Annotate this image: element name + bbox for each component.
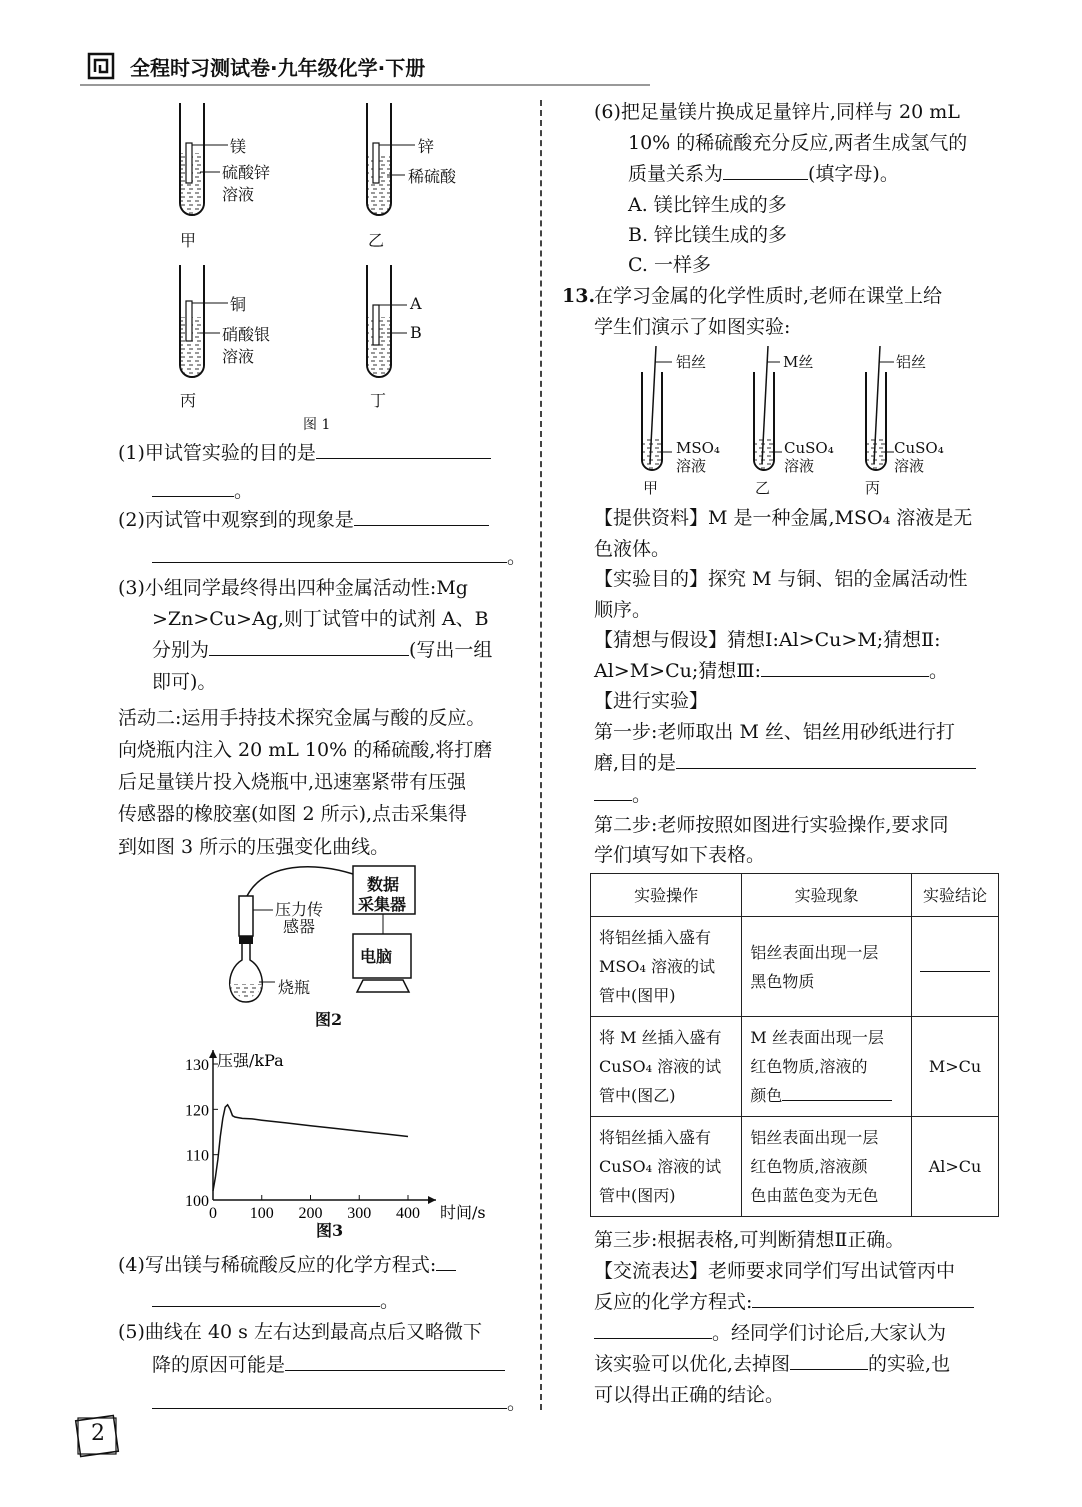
- tube-jia-label-2: 硫酸锌: [222, 163, 271, 182]
- x-tick-label: 200: [298, 1205, 323, 1222]
- q13-hyp-2: [594, 656, 948, 686]
- q4-text: (4)写出镁与稀硫酸反应的化学方程式:: [118, 1254, 437, 1276]
- q13-hyp-blank[interactable]: [761, 675, 929, 677]
- q1-blank-2[interactable]: [152, 495, 234, 497]
- q13-info-2: 色液体。: [594, 538, 671, 560]
- q2-blank-2[interactable]: [152, 561, 507, 563]
- table-row: [591, 1117, 999, 1217]
- y-tick-label: 120: [185, 1102, 209, 1120]
- table-row: [591, 1017, 999, 1117]
- q6-option-b[interactable]: B. 锌比镁生成的多: [628, 224, 788, 246]
- table-header-con: 实验结论: [912, 874, 999, 917]
- fig2-sensor-label-2: 感器: [283, 917, 316, 936]
- x-tick-label: 300: [347, 1205, 372, 1222]
- cell-line: 铝丝表面出现一层: [750, 942, 879, 962]
- q13-purpose-2: 顺序。: [594, 599, 652, 621]
- q13-yi-name: 乙: [755, 479, 771, 497]
- table-cell-op: [591, 1117, 742, 1217]
- fig2-flask-label: 烧瓶: [278, 978, 311, 997]
- q4-line: [118, 1250, 456, 1280]
- q4-blank-1[interactable]: [436, 1269, 456, 1271]
- q2-line-2: [152, 542, 526, 572]
- q4-line-2: [152, 1286, 399, 1316]
- q3-line-3: [152, 635, 492, 665]
- q13-exch-blank-3[interactable]: [790, 1368, 868, 1370]
- fig2-collector-label-1: 数据: [367, 875, 400, 894]
- y-tick-label: 130: [185, 1057, 209, 1074]
- cell-line: MSO₄ 溶液的试: [599, 957, 715, 976]
- x-tick-label: 100: [249, 1205, 274, 1222]
- table-cell-con: M>Cu: [912, 1017, 999, 1117]
- pressure-chart: [175, 1040, 486, 1240]
- q1-text: (1)甲试管实验的目的是: [118, 442, 316, 464]
- q13-tube-yi: [754, 346, 782, 470]
- q5-line-2-text: 降的原因可能是: [152, 1354, 286, 1376]
- table-obs-blank[interactable]: [782, 1099, 892, 1101]
- x-tick-label: 0: [209, 1205, 217, 1222]
- figure-3-caption: 图3: [316, 1221, 344, 1240]
- q13-jia-sol-2: 溶液: [676, 457, 707, 475]
- header-title: 全程时习测试卷·九年级化学·下册: [130, 56, 426, 80]
- q13-exch-3: [594, 1318, 946, 1348]
- q2-line: [118, 505, 489, 535]
- q13-exch-blank-1[interactable]: [752, 1306, 974, 1308]
- y-tick-label: 110: [185, 1147, 209, 1165]
- q13-result-table: [590, 873, 999, 1217]
- cell-line: CuSO₄ 溶液的试: [599, 1057, 722, 1076]
- q6-option-a[interactable]: A. 镁比锌生成的多: [628, 194, 787, 216]
- table-cell-con: [912, 917, 999, 1017]
- x-axis-title: 时间/s: [440, 1203, 486, 1222]
- q6-option-c[interactable]: C. 一样多: [628, 254, 711, 276]
- cell-line: CuSO₄ 溶液的试: [599, 1157, 722, 1176]
- fig2-sensor-label-1: 压力传: [275, 900, 324, 919]
- q13-step1-end: 。: [632, 784, 652, 806]
- table-cell-op: [591, 1017, 742, 1117]
- tube-ding-name: 丁: [370, 391, 387, 410]
- q1-end: 。: [234, 480, 254, 502]
- table-cell-obs: [742, 917, 912, 1017]
- cell-line: 黑色物质: [750, 971, 815, 991]
- q13-bing-sol-2: 溶液: [894, 457, 925, 475]
- activity2-line-3: 后足量镁片投入烧瓶中,迅速塞紧带有压强: [118, 771, 467, 793]
- tube-jia: [180, 103, 228, 215]
- q3-line-3a: 分别为: [152, 639, 210, 661]
- q6-line-3b: (填字母)。: [808, 163, 899, 185]
- q13-exch-2: [594, 1287, 974, 1317]
- q13-hyp-2-text: Al>M>Cu;猜想Ⅲ:: [594, 660, 761, 682]
- q6-line-3: [628, 159, 899, 189]
- tube-ding-label-a: A: [410, 294, 422, 313]
- q4-end: 。: [380, 1290, 400, 1312]
- y-axis-title: 压强/kPa: [217, 1051, 284, 1070]
- q13-yi-sol-2: 溶液: [784, 457, 815, 475]
- q5-blank-1[interactable]: [285, 1369, 505, 1371]
- q6-blank[interactable]: [723, 178, 808, 180]
- q13-intro-2: 学生们演示了如图实验:: [594, 316, 791, 338]
- q13-step1-1: 第一步:老师取出 M 丝、铝丝用砂纸进行打: [594, 721, 955, 743]
- q13-exp-title: 【进行实验】: [594, 690, 709, 712]
- cell-line: 管中(图甲): [599, 986, 676, 1005]
- activity2-line-5: 到如图 3 所示的压强变化曲线。: [118, 836, 390, 858]
- q6-line-3a: 质量关系为: [628, 163, 724, 185]
- cell-line: 红色物质,溶液的: [750, 1057, 868, 1076]
- q6-line-2: 10% 的稀硫酸充分反应,两者生成氢气的: [628, 132, 968, 154]
- fig2-computer-label: 电脑: [360, 947, 393, 966]
- q3-line-2: >Zn>Cu>Ag,则丁试管中的试剂 A、B: [152, 608, 489, 630]
- q2-blank-1[interactable]: [354, 524, 489, 526]
- column-divider: [540, 100, 542, 1410]
- q3-line-3b: (写出一组: [409, 639, 493, 661]
- q13-exch-1: 【交流表达】老师要求同学们写出试管丙中: [594, 1260, 956, 1282]
- q13-step3: 第三步:根据表格,可判断猜想Ⅱ正确。: [594, 1229, 905, 1251]
- table-cell-obs: [742, 1017, 912, 1117]
- cell-line: 管中(图丙): [599, 1186, 676, 1205]
- q6-line-1: (6)把足量镁片换成足量锌片,同样与 20 mL: [594, 101, 960, 123]
- tube-bing-label-2: 硝酸银: [222, 325, 271, 344]
- table-row: [591, 917, 999, 1017]
- q2-text: (2)丙试管中观察到的现象是: [118, 509, 354, 531]
- q13-bing-wire: 铝丝: [896, 353, 927, 371]
- table-cell-con: Al>Cu: [912, 1117, 999, 1217]
- figure-1: [170, 95, 490, 415]
- cell-line: 管中(图乙): [599, 1086, 676, 1105]
- page-number: 2: [91, 1421, 105, 1446]
- q13-yi-wire: M丝: [783, 353, 814, 371]
- cell-line: [750, 1081, 903, 1110]
- q5-line-2: [152, 1350, 505, 1380]
- header-logo: [87, 52, 115, 80]
- cell-line: 色由蓝色变为无色: [750, 1186, 879, 1205]
- activity2-line-4: 传感器的橡胶塞(如图 2 所示),点击采集得: [118, 803, 468, 825]
- q5-line-3: [152, 1388, 526, 1418]
- q13-bing-name: 丙: [865, 479, 881, 497]
- q5-line-1: (5)曲线在 40 s 左右达到最高点后又略微下: [118, 1321, 482, 1343]
- tube-jia-label-3: 溶液: [222, 185, 255, 204]
- q3-blank[interactable]: [209, 654, 409, 656]
- x-axis-arrow: [428, 1196, 436, 1204]
- q13-exch-3-text: 。经同学们讨论后,大家认为: [712, 1322, 947, 1344]
- q13-exch-4: [594, 1349, 950, 1379]
- y-axis-arrow: [209, 1050, 217, 1058]
- q4-blank-2[interactable]: [152, 1305, 380, 1307]
- tube-yi-label-2: 稀硫酸: [408, 167, 457, 186]
- q13-tube-jia: [642, 346, 672, 470]
- q1-blank-1[interactable]: [316, 457, 491, 459]
- q13-exch-2-text: 反应的化学方程式:: [594, 1291, 753, 1313]
- q1-line-2: [152, 476, 253, 506]
- tube-bing-label-3: 溶液: [222, 347, 255, 366]
- table-cell-obs: [742, 1117, 912, 1217]
- q13-hyp-2-end: 。: [929, 660, 949, 682]
- q13-purpose-1: 【实验目的】探究 M 与铜、铝的金属活动性: [594, 568, 968, 590]
- q13-tube-bing: [866, 346, 894, 470]
- activity2-line-1: 活动二:运用手持技术探究金属与酸的反应。: [118, 707, 486, 729]
- tube-jia-name: 甲: [180, 231, 197, 250]
- q13-hyp-1: 【猜想与假设】猜想Ⅰ:Al>Cu>M;猜想Ⅱ:: [594, 629, 941, 651]
- table-cell-op: [591, 917, 742, 1017]
- tube-yi: [367, 103, 415, 215]
- q13-step1-3: [594, 780, 651, 810]
- q13-exch-blank-2[interactable]: [594, 1337, 712, 1339]
- q13-step2-1: 第二步:老师按照如图进行实验操作,要求同: [594, 814, 949, 836]
- cell-line: 将铝丝插入盛有: [599, 928, 712, 947]
- q13-info-1: 【提供资料】M 是一种金属,MSO₄ 溶液是无: [594, 507, 973, 529]
- table-header-obs: 实验现象: [742, 874, 912, 917]
- table-header-row: [591, 874, 999, 917]
- tube-yi-name: 乙: [368, 231, 385, 250]
- tube-ding: [367, 265, 407, 377]
- q13-step2-2: 学们填写如下表格。: [594, 844, 766, 866]
- y-tick-label: 100: [185, 1193, 209, 1210]
- logo-icon: [87, 52, 115, 80]
- table-con-blank[interactable]: [920, 970, 990, 972]
- q13-step1-blank-2[interactable]: [594, 799, 632, 801]
- q13-step1-2-text: 磨,目的是: [594, 752, 677, 774]
- q13-jia-wire: 铝丝: [676, 353, 707, 371]
- cell-text: 颜色: [750, 1086, 783, 1105]
- q13-exch-4a: 该实验可以优化,去掉图: [594, 1353, 791, 1375]
- x-tick-label: 400: [396, 1205, 420, 1222]
- q13-step1-2: [594, 748, 976, 778]
- pressure-line: [213, 1105, 408, 1191]
- q13-jia-sol-1: MSO₄: [676, 439, 720, 457]
- q13-bing-sol-1: CuSO₄: [894, 439, 944, 457]
- q5-blank-2[interactable]: [152, 1407, 507, 1409]
- tube-yi-label-1: 锌: [418, 137, 435, 156]
- fig2-collector-label-2: 采集器: [358, 895, 407, 914]
- q1-line: [118, 438, 491, 468]
- table-header-op: 实验操作: [591, 874, 742, 917]
- activity2-line-2: 向烧瓶内注入 20 mL 10% 的稀硫酸,将打磨: [118, 739, 493, 761]
- header-rule: [80, 84, 650, 86]
- cell-line: 将铝丝插入盛有: [599, 1128, 712, 1147]
- tube-ding-label-b: B: [410, 323, 422, 342]
- cell-line: 红色物质,溶液颜: [750, 1157, 868, 1176]
- cell-line: 将 M 丝插入盛有: [599, 1028, 722, 1047]
- pressure-sensor: [239, 896, 253, 936]
- tube-bing-name: 丙: [180, 391, 197, 410]
- cell-line: M 丝表面出现一层: [750, 1028, 884, 1047]
- q13-step1-blank-1[interactable]: [676, 767, 976, 769]
- tube-jia-label-1: 镁: [230, 137, 247, 156]
- q13-yi-sol-1: CuSO₄: [784, 439, 834, 457]
- q13-exch-4b: 的实验,也: [868, 1353, 951, 1375]
- q13-exch-5: 可以得出正确的结论。: [594, 1384, 785, 1406]
- q13-jia-name: 甲: [643, 479, 659, 497]
- tube-bing: [180, 265, 228, 377]
- figure-2-caption: 图2: [315, 1010, 343, 1029]
- q13-number: 13.: [562, 285, 596, 307]
- q3-line-1: (3)小组同学最终得出四种金属活动性:Mg: [118, 577, 468, 599]
- q5-end: 。: [507, 1392, 527, 1414]
- figure-1-caption: 图 1: [303, 417, 331, 433]
- q13-intro-1: 在学习金属的化学性质时,老师在课堂上给: [594, 285, 943, 307]
- cell-line: 铝丝表面出现一层: [750, 1128, 879, 1147]
- tube-bing-label-1: 铜: [230, 295, 247, 314]
- q2-end: 。: [507, 546, 527, 568]
- q3-line-4: 即可)。: [152, 671, 217, 693]
